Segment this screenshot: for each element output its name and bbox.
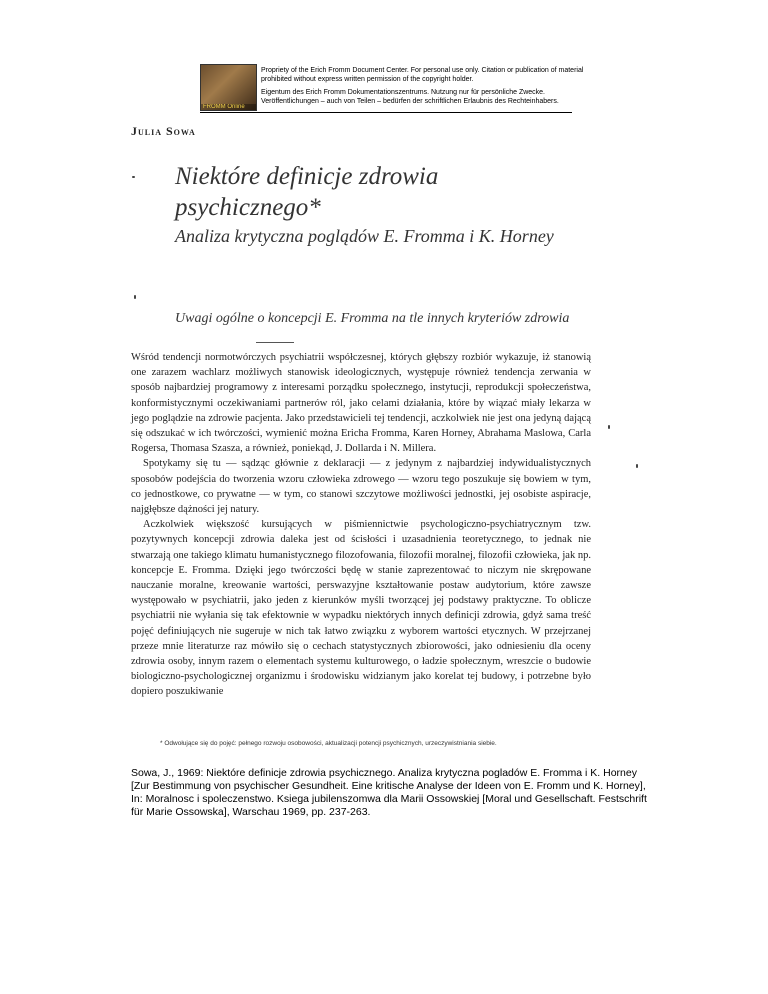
article-author: Julia Sowa — [131, 124, 196, 138]
copyright-notice-de: Eigentum des Erich Fromm Dokumentationszentrums. Nutzung nur für persönliche Zwecke. Veröffentlichungen – auch von Teilen – bedürfen der schriftlichen Erlaubnis des Rechteinhabers. — [261, 89, 559, 105]
section-heading: Uwagi ogólne o koncepcji E. Fromma na tle innych kryteriów zdrowia — [175, 311, 570, 326]
bibliographic-citation: Sowa, J., 1969: Niektóre definicje zdrowia psychicznego. Analiza krytyczna pogladów E. Fromma i K. Horney [Zur Bestimmung von psychischer Gesundheit. Eine kritische Analyse der Ideen von E. Fromm und K. Horney], In: Moralnosc i spoleczenstwo. Ksiega jubilenszomwa dla Marii Ossowskiej [Moral und Gesellschaft. Festschrift für Marie Ossowska], Warschau 1969, pp. 237-263. — [131, 767, 647, 818]
header-divider — [200, 112, 572, 113]
copyright-notice — [261, 66, 591, 110]
logo-label: FROMM Online — [201, 104, 256, 110]
footnote: * Odwołujące się do pojęć: pełnego rozwoju osobowości, aktualizacji potencji psychicznych, urzeczywistniania siebie. — [160, 740, 497, 747]
scan-speck — [134, 295, 136, 299]
body-paragraph: Spotykamy się tu — sądząc głównie z deklaracji — z jedynym z najbardziej indywidualistycznych sposobów podejścia do tworzenia wzoru człowieka zdrowego — wzoru tego poszukuje się bowiem w tym, co jednostkowe, co prywatne — w tym, co stanowi szczytowe możliwości jednostki, jej osobiste aspiracje, najgłębsze dążności jej natury. — [131, 458, 591, 516]
scan-speck — [132, 176, 135, 178]
scan-speck — [608, 425, 610, 429]
section-divider — [256, 342, 294, 343]
copyright-notice-en: Propriety of the Erich Fromm Document Center. For personal use only. Citation or publication of material prohibited without express written permission of the copyright holder. — [261, 67, 584, 83]
scan-speck — [636, 464, 638, 468]
article-body — [131, 350, 591, 700]
body-paragraph: Aczkolwiek większość kursujących w piśmiennictwie psychologiczno-psychiatrycznym tzw. pozytywnych koncepcji zdrowia daleka jest od ścisłości i uzasadnienia teoretycznego, to jednak nie stwarzają one takiego klimatu humanistycznego filozofowania, filozofii moralnej, filozofii człowieka, jak np. koncepcje E. Fromma. Dzięki jego twórczości będę w stanie zaprezentować to niczym nie skrępowane nauczanie moralne, kreowanie wartości, perswazyjne kształtowanie postaw audytorium, które zawsze występowało w psychiatrii, jako jeden z kierunków myśli tworzącej jej podstawy praktyczne. To oblicze psychiatrii nie wyłania się tak efektownie w wypadku niektórych innych definicji zdrowia, gdyż sama treść pojęć definiujących nie sugeruje w nich tak łatwo związku z wyborem wartości etycznych. W przejrzanej przeze mnie literaturze raz mówiło się o cechach statystycznych zbiorowości, jako odniesieniu dla oceny zdrowia osoby, innym razem o elementach systemu kulturowego, o ładzie społecznym, wreszcie o budowie biologiczno-psychologicznej organizmu i środowisku widzianym jako korelat tej budowy, i potrzebne było dopiero poszukiwanie — [131, 519, 591, 698]
body-paragraph: Wśród tendencji normotwórczych psychiatrii współczesnej, których głębszy rozbiór wykazuje, iż stanowią one zarazem wachlarz możliwych stanowisk ideologicznych, występuje również tendencja zerwania w sposób najbardziej programowy z interesami porządku społecznego, instytucji, reprodukcji społeczeństwa, konformistycznymi oczekiwaniami partnerów ról, jako celami działania, które by wiązać miały lekarza w jego poglądzie na zdrowie pacjenta. Jako przedstawicieli tej tendencji, aczkolwiek nie jest ona jedyną dającą się odszukać w ich twórczości, wymienić można Ericha Fromma, Karen Horney, Abrahama Maslowa, Carla Rogersa, Thomasa Szasza, a również, poniekąd, J. Dollarda i N. Millera. — [131, 352, 591, 455]
fromm-online-logo — [200, 64, 257, 111]
article-subtitle: Analiza krytyczna poglądów E. Fromma i K. Horney — [175, 226, 554, 246]
article-title: Niektóre definicje zdrowia psychicznego* — [175, 163, 439, 221]
